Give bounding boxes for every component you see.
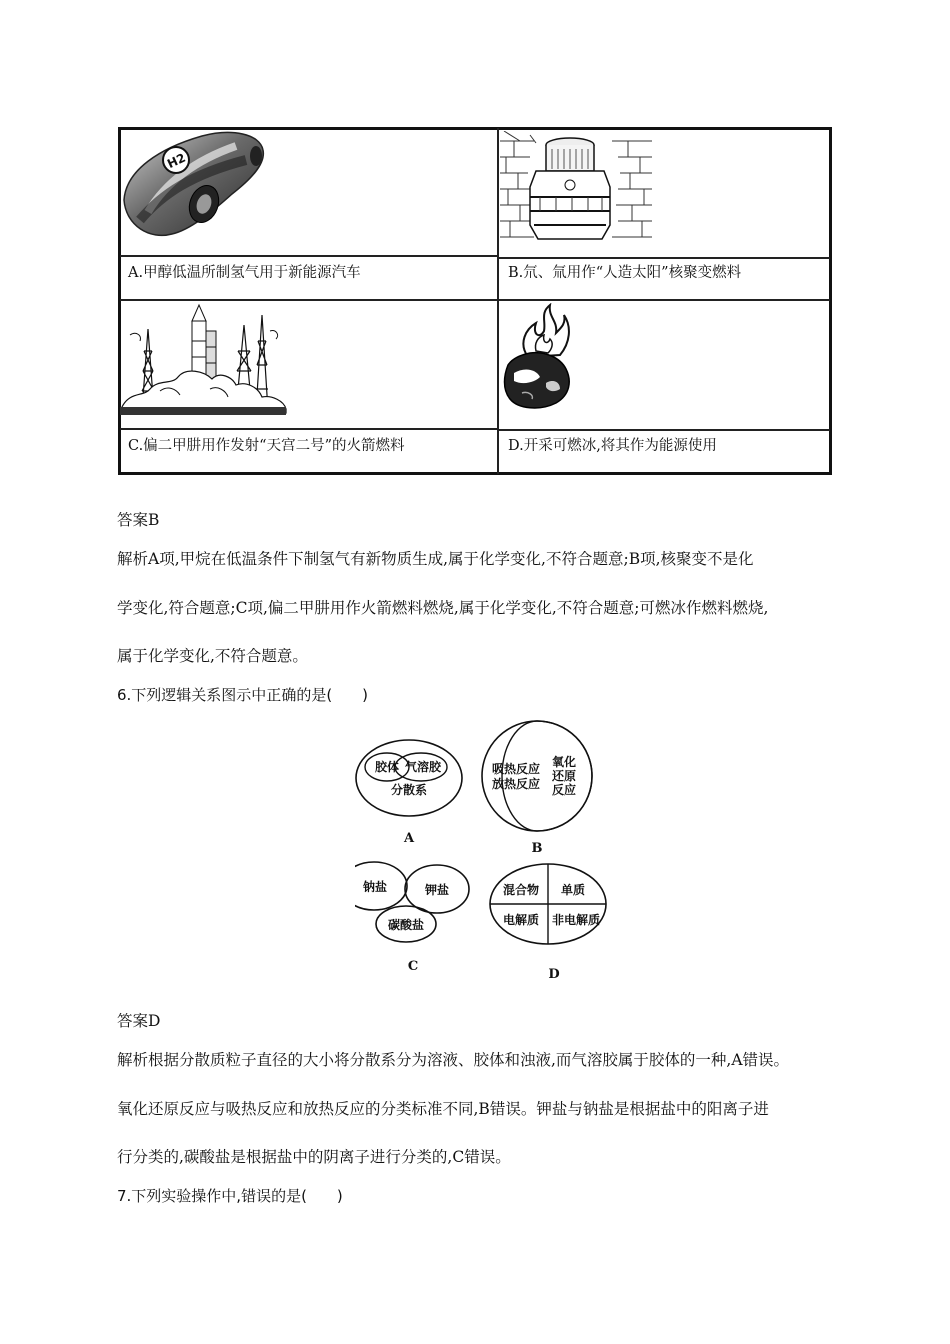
- table-divider: [120, 255, 498, 257]
- diagram-a: [356, 740, 462, 846]
- rocket-launch-image: [120, 301, 288, 417]
- diagram-c-potassium: 钾盐: [424, 883, 450, 897]
- logic-diagrams: [355, 720, 615, 985]
- hydrogen-car-image: [120, 130, 266, 244]
- diagram-c-caption: C: [407, 959, 419, 974]
- q6-analysis-line-1: 解析根据分散质粒子直径的大小将分散系分为溶液、胶体和浊液,而气溶胶属于胶体的一种,A错误。: [117, 1051, 790, 1069]
- q5-analysis-line-1: 解析A项,甲烷在低温条件下制氢气有新物质生成,属于化学变化,不符合题意;B项,核聚变不是化: [117, 550, 754, 568]
- diagram-a-caption: A: [403, 831, 415, 846]
- option-a-text: A.甲醇低温所制氢气用于新能源汽车: [128, 265, 361, 281]
- diagram-c-carbonate: 碳酸盐: [387, 918, 425, 932]
- table-divider-vertical: [497, 128, 499, 474]
- diagram-d-electrolyte: 电解质: [502, 913, 540, 927]
- table-divider: [499, 257, 830, 259]
- q5-answer: 答案B: [117, 511, 160, 529]
- diagram-c: [355, 862, 469, 974]
- diagram-d-element: 单质: [560, 883, 586, 897]
- diagram-b-redox-1: 氧化: [551, 755, 577, 769]
- diagram-b: [482, 721, 592, 856]
- q6-analysis-line-2: 氧化还原反应与吸热反应和放热反应的分类标准不同,B错误。钾盐与钠盐是根据盐中的阳离子进: [117, 1100, 769, 1118]
- q5-analysis-line-3: 属于化学变化,不符合题意。: [117, 647, 308, 665]
- car-badge-text: H2: [165, 150, 188, 172]
- q6-analysis-line-3: 行分类的,碳酸盐是根据盐中的阴离子进行分类的,C错误。: [117, 1148, 511, 1166]
- table-divider: [120, 428, 498, 430]
- diagram-b-redox-2: 还原: [551, 769, 577, 783]
- q5-analysis-line-2: 学变化,符合题意;C项,偏二甲肼用作火箭燃料燃烧,属于化学变化,不符合题意;可燃冰作燃料燃烧,: [117, 599, 769, 617]
- diagram-a-dispersion: 分散系: [390, 783, 428, 797]
- diagram-c-sodium: 钠盐: [362, 880, 388, 894]
- diagram-d-nonelectrolyte: 非电解质: [551, 913, 601, 927]
- diagram-d-caption: D: [548, 967, 560, 982]
- option-d-text: D.开采可燃冰,将其作为能源使用: [508, 438, 717, 454]
- diagram-a-colloid: 胶体: [374, 760, 400, 774]
- q6-answer: 答案D: [117, 1012, 161, 1030]
- option-b-text: B.氘、氚用作“人造太阳”核聚变燃料: [508, 265, 742, 281]
- table-divider: [499, 429, 830, 431]
- burning-ice-image: [500, 303, 574, 411]
- diagram-d-mixture: 混合物: [502, 883, 540, 897]
- q6-title: 6.下列逻辑关系图示中正确的是( ): [117, 686, 369, 704]
- diagram-b-endothermic: 吸热反应: [491, 762, 541, 776]
- diagram-b-caption: B: [531, 841, 543, 856]
- q7-title: 7.下列实验操作中,错误的是( ): [117, 1187, 343, 1205]
- diagram-d: [490, 864, 606, 982]
- diagram-b-redox-3: 反应: [551, 783, 577, 797]
- diagram-b-exothermic: 放热反应: [491, 777, 541, 791]
- fusion-reactor-image: [500, 131, 652, 243]
- diagram-a-aerosol: 气溶胶: [404, 760, 442, 774]
- option-c-text: C.偏二甲肼用作发射“天宫二号”的火箭燃料: [128, 438, 405, 454]
